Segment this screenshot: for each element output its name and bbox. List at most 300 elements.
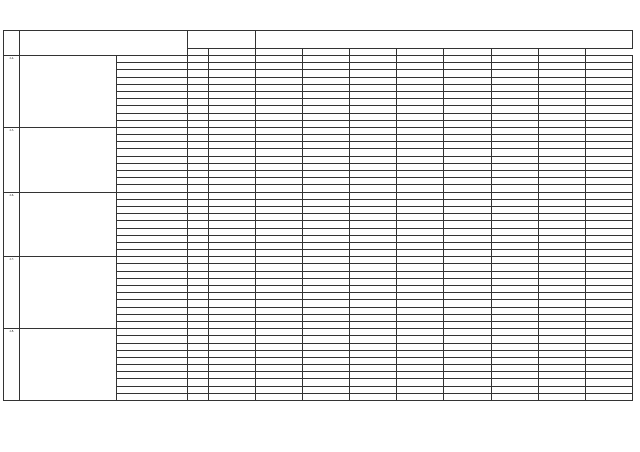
year-amount-cell [491,77,538,84]
total-amount-cell [208,357,255,364]
year-amount-cell [585,264,632,271]
year-amount-cell [255,56,302,63]
year-amount-cell [303,106,350,113]
section-index: 2.4. [4,56,20,128]
year-amount-cell [350,185,397,192]
year-amount-cell [538,365,585,372]
year-amount-cell [444,178,491,185]
year-amount-cell [255,257,302,264]
funding-source-cell [116,307,188,314]
total-amount-cell [208,321,255,328]
funding-source-cell [116,300,188,307]
year-amount-cell [350,192,397,199]
year-amount-cell [350,84,397,91]
year-amount-cell [538,84,585,91]
year-amount-cell [585,314,632,321]
header-funding-amounts [255,31,632,49]
grbs-cell [188,329,208,336]
year-amount-cell [491,357,538,364]
funding-source-cell [116,56,188,63]
year-amount-cell [444,99,491,106]
year-amount-cell [397,329,444,336]
year-amount-cell [585,393,632,400]
subheader-year [444,49,491,56]
year-amount-cell [303,77,350,84]
year-amount-cell [255,135,302,142]
funding-source-cell [116,156,188,163]
year-amount-cell [255,192,302,199]
year-amount-cell [303,300,350,307]
year-amount-cell [444,278,491,285]
year-amount-cell [397,257,444,264]
table-row [4,192,633,199]
total-amount-cell [208,329,255,336]
year-amount-cell [491,321,538,328]
year-amount-cell [444,127,491,134]
year-amount-cell [491,300,538,307]
grbs-cell [188,221,208,228]
funding-source-cell [116,206,188,213]
year-amount-cell [491,250,538,257]
year-amount-cell [397,357,444,364]
funding-source-cell [116,228,188,235]
grbs-cell [188,178,208,185]
year-amount-cell [255,113,302,120]
subheader-year [350,49,397,56]
year-amount-cell [397,149,444,156]
year-amount-cell [491,99,538,106]
year-amount-cell [491,127,538,134]
year-amount-cell [585,350,632,357]
year-amount-cell [585,343,632,350]
year-amount-cell [397,242,444,249]
year-amount-cell [303,206,350,213]
year-amount-cell [491,178,538,185]
year-amount-cell [538,156,585,163]
year-amount-cell [303,307,350,314]
year-amount-cell [538,142,585,149]
year-amount-cell [444,307,491,314]
year-amount-cell [444,235,491,242]
grbs-cell [188,70,208,77]
grbs-cell [188,264,208,271]
grbs-cell [188,235,208,242]
funding-source-cell [116,127,188,134]
year-amount-cell [350,271,397,278]
year-amount-cell [444,286,491,293]
year-amount-cell [350,142,397,149]
year-amount-cell [255,264,302,271]
year-amount-cell [491,329,538,336]
year-amount-cell [585,307,632,314]
total-amount-cell [208,206,255,213]
year-amount-cell [397,278,444,285]
funding-source-cell [116,365,188,372]
year-amount-cell [350,214,397,221]
year-amount-cell [350,91,397,98]
year-amount-cell [303,142,350,149]
grbs-cell [188,171,208,178]
year-amount-cell [303,372,350,379]
section-title [20,127,116,192]
total-amount-cell [208,214,255,221]
year-amount-cell [397,214,444,221]
year-amount-cell [491,271,538,278]
year-amount-cell [397,163,444,170]
header-index [4,31,20,56]
year-amount-cell [538,278,585,285]
year-amount-cell [350,307,397,314]
funding-source-cell [116,336,188,343]
total-amount-cell [208,379,255,386]
funding-source-cell [116,250,188,257]
year-amount-cell [585,178,632,185]
grbs-cell [188,120,208,127]
year-amount-cell [397,350,444,357]
total-amount-cell [208,257,255,264]
year-amount-cell [491,350,538,357]
year-amount-cell [350,127,397,134]
year-amount-cell [255,63,302,70]
year-amount-cell [255,242,302,249]
budget-table [3,30,633,401]
total-amount-cell [208,156,255,163]
year-amount-cell [397,199,444,206]
year-amount-cell [397,106,444,113]
year-amount-cell [303,56,350,63]
year-amount-cell [538,135,585,142]
total-amount-cell [208,250,255,257]
year-amount-cell [444,77,491,84]
year-amount-cell [444,70,491,77]
grbs-cell [188,393,208,400]
year-amount-cell [303,113,350,120]
grbs-cell [188,106,208,113]
total-amount-cell [208,242,255,249]
funding-source-cell [116,63,188,70]
year-amount-cell [397,77,444,84]
year-amount-cell [255,228,302,235]
year-amount-cell [444,214,491,221]
grbs-cell [188,142,208,149]
year-amount-cell [491,70,538,77]
total-amount-cell [208,307,255,314]
grbs-cell [188,343,208,350]
year-amount-cell [350,63,397,70]
year-amount-cell [303,321,350,328]
total-amount-cell [208,372,255,379]
year-amount-cell [538,70,585,77]
year-amount-cell [350,113,397,120]
year-amount-cell [255,199,302,206]
year-amount-cell [444,242,491,249]
year-amount-cell [303,70,350,77]
year-amount-cell [491,293,538,300]
year-amount-cell [538,372,585,379]
grbs-cell [188,63,208,70]
year-amount-cell [303,178,350,185]
table-row [4,257,633,264]
year-amount-cell [585,171,632,178]
year-amount-cell [303,286,350,293]
year-amount-cell [538,257,585,264]
year-amount-cell [538,199,585,206]
year-amount-cell [491,228,538,235]
year-amount-cell [397,250,444,257]
subheader-year [303,49,350,56]
year-amount-cell [444,192,491,199]
total-amount-cell [208,84,255,91]
year-amount-cell [350,199,397,206]
year-amount-cell [444,300,491,307]
grbs-cell [188,336,208,343]
funding-source-cell [116,357,188,364]
funding-source-cell [116,343,188,350]
year-amount-cell [491,286,538,293]
section-index: 2.7. [4,257,20,329]
year-amount-cell [255,235,302,242]
year-amount-cell [491,163,538,170]
year-amount-cell [585,120,632,127]
year-amount-cell [303,163,350,170]
subheader-year [491,49,538,56]
total-amount-cell [208,192,255,199]
year-amount-cell [303,221,350,228]
funding-source-cell [116,77,188,84]
year-amount-cell [255,214,302,221]
year-amount-cell [491,307,538,314]
year-amount-cell [491,336,538,343]
subheader-year [538,49,585,56]
year-amount-cell [350,149,397,156]
year-amount-cell [538,221,585,228]
year-amount-cell [397,293,444,300]
year-amount-cell [538,336,585,343]
year-amount-cell [397,127,444,134]
year-amount-cell [397,120,444,127]
year-amount-cell [303,314,350,321]
year-amount-cell [350,286,397,293]
year-amount-cell [303,365,350,372]
year-amount-cell [303,278,350,285]
subheader-grbs [188,49,208,56]
year-amount-cell [303,63,350,70]
year-amount-cell [350,393,397,400]
header-budget-code [188,31,256,49]
year-amount-cell [397,372,444,379]
funding-source-cell [116,163,188,170]
year-amount-cell [255,314,302,321]
year-amount-cell [350,235,397,242]
year-amount-cell [491,343,538,350]
year-amount-cell [444,56,491,63]
year-amount-cell [350,300,397,307]
grbs-cell [188,293,208,300]
year-amount-cell [397,264,444,271]
year-amount-cell [397,336,444,343]
total-amount-cell [208,350,255,357]
year-amount-cell [538,192,585,199]
year-amount-cell [538,206,585,213]
year-amount-cell [585,56,632,63]
funding-source-cell [116,120,188,127]
year-amount-cell [538,271,585,278]
year-amount-cell [491,91,538,98]
grbs-cell [188,163,208,170]
year-amount-cell [255,321,302,328]
year-amount-cell [303,379,350,386]
year-amount-cell [491,264,538,271]
year-amount-cell [538,286,585,293]
year-amount-cell [303,135,350,142]
year-amount-cell [255,343,302,350]
total-amount-cell [208,336,255,343]
year-amount-cell [255,386,302,393]
year-amount-cell [303,99,350,106]
year-amount-cell [397,70,444,77]
total-amount-cell [208,235,255,242]
year-amount-cell [255,156,302,163]
year-amount-cell [397,91,444,98]
year-amount-cell [585,142,632,149]
year-amount-cell [491,221,538,228]
year-amount-cell [350,120,397,127]
year-amount-cell [538,113,585,120]
year-amount-cell [491,314,538,321]
year-amount-cell [444,149,491,156]
year-amount-cell [255,120,302,127]
year-amount-cell [255,99,302,106]
header-program-name [20,31,188,56]
header-row [4,31,633,49]
section-title [20,56,116,128]
year-amount-cell [538,228,585,235]
year-amount-cell [491,171,538,178]
year-amount-cell [303,257,350,264]
year-amount-cell [491,365,538,372]
grbs-cell [188,127,208,134]
grbs-cell [188,314,208,321]
year-amount-cell [350,357,397,364]
year-amount-cell [538,163,585,170]
year-amount-cell [538,63,585,70]
year-amount-cell [350,206,397,213]
year-amount-cell [585,271,632,278]
year-amount-cell [255,350,302,357]
year-amount-cell [350,372,397,379]
year-amount-cell [491,84,538,91]
year-amount-cell [491,393,538,400]
funding-source-cell [116,264,188,271]
year-amount-cell [538,91,585,98]
funding-source-cell [116,171,188,178]
year-amount-cell [491,135,538,142]
year-amount-cell [444,336,491,343]
year-amount-cell [350,336,397,343]
year-amount-cell [585,286,632,293]
year-amount-cell [303,192,350,199]
total-amount-cell [208,271,255,278]
funding-source-cell [116,91,188,98]
year-amount-cell [350,329,397,336]
grbs-cell [188,300,208,307]
grbs-cell [188,257,208,264]
year-amount-cell [350,56,397,63]
year-amount-cell [350,163,397,170]
year-amount-cell [350,314,397,321]
year-amount-cell [444,91,491,98]
year-amount-cell [350,156,397,163]
year-amount-cell [538,235,585,242]
year-amount-cell [491,113,538,120]
year-amount-cell [444,63,491,70]
grbs-cell [188,278,208,285]
grbs-cell [188,379,208,386]
year-amount-cell [303,393,350,400]
grbs-cell [188,192,208,199]
total-amount-cell [208,142,255,149]
year-amount-cell [585,192,632,199]
year-amount-cell [491,386,538,393]
section-index: 2.8. [4,329,20,401]
year-amount-cell [255,127,302,134]
year-amount-cell [397,63,444,70]
year-amount-cell [350,257,397,264]
grbs-cell [188,321,208,328]
year-amount-cell [444,329,491,336]
year-amount-cell [255,357,302,364]
year-amount-cell [350,70,397,77]
year-amount-cell [255,307,302,314]
year-amount-cell [585,278,632,285]
year-amount-cell [303,235,350,242]
year-amount-cell [397,206,444,213]
year-amount-cell [444,257,491,264]
year-amount-cell [397,228,444,235]
year-amount-cell [255,271,302,278]
year-amount-cell [491,56,538,63]
year-amount-cell [303,271,350,278]
year-amount-cell [585,386,632,393]
year-amount-cell [444,314,491,321]
year-amount-cell [397,271,444,278]
funding-source-cell [116,286,188,293]
year-amount-cell [255,286,302,293]
year-amount-cell [585,127,632,134]
year-amount-cell [538,127,585,134]
year-amount-cell [397,99,444,106]
year-amount-cell [397,286,444,293]
total-amount-cell [208,228,255,235]
year-amount-cell [444,206,491,213]
funding-source-cell [116,199,188,206]
year-amount-cell [350,171,397,178]
table-body [4,56,633,401]
year-amount-cell [303,199,350,206]
year-amount-cell [255,278,302,285]
year-amount-cell [303,127,350,134]
total-amount-cell [208,185,255,192]
year-amount-cell [303,329,350,336]
year-amount-cell [538,314,585,321]
year-amount-cell [444,171,491,178]
year-amount-cell [350,77,397,84]
year-amount-cell [538,120,585,127]
year-amount-cell [491,63,538,70]
year-amount-cell [397,113,444,120]
year-amount-cell [350,343,397,350]
year-amount-cell [444,185,491,192]
